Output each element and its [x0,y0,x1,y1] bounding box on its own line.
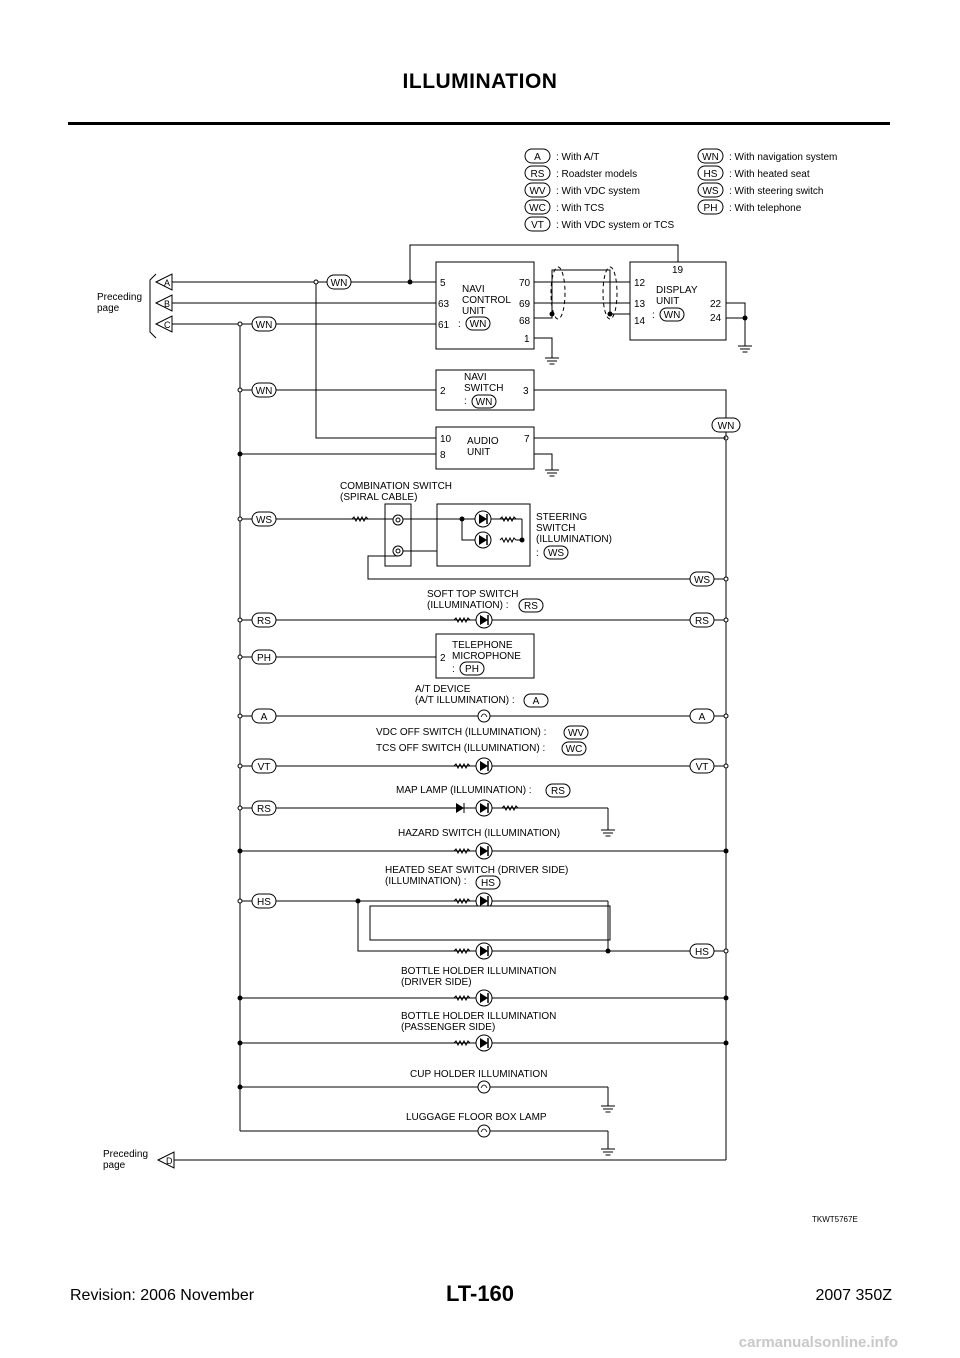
svg-text:D: D [166,1156,173,1166]
bottle-holder-driver [238,966,729,1006]
cup-holder-illumination [238,1069,616,1112]
svg-text:DISPLAY: DISPLAY [656,285,698,296]
svg-text:19: 19 [672,265,684,276]
svg-text:LUGGAGE FLOOR BOX LAMP: LUGGAGE FLOOR BOX LAMP [406,1112,547,1123]
svg-text:RS: RS [257,804,271,815]
telephone-microphone [238,634,534,678]
connector-b [156,295,172,311]
luggage-floor-box-lamp [240,1112,615,1155]
svg-text:A/T DEVICE: A/T DEVICE [415,684,471,695]
svg-text:TELEPHONE: TELEPHONE [452,640,513,651]
legend-item-hs [698,166,810,180]
svg-text:UNIT: UNIT [462,306,486,317]
legend-item-vt [525,217,674,231]
svg-text:WN: WN [702,152,719,163]
svg-text:page: page [97,303,120,314]
bottle-holder-passenger [238,1011,729,1051]
legend-item-wc [525,200,604,214]
steering-switch [368,504,728,586]
svg-text:B: B [164,299,171,309]
svg-text:68: 68 [519,316,531,327]
svg-text:WC: WC [565,744,583,755]
svg-text:: Roadster models: : Roadster models [556,169,638,180]
navi-control-unit [436,262,534,349]
legend-item-ws [698,183,823,197]
connector-d [158,1152,174,1168]
legend-item-ph [698,200,802,214]
combination-switch [238,481,452,566]
svg-text:(SPIRAL CABLE): (SPIRAL CABLE) [340,492,418,503]
svg-text:VDC OFF SWITCH (ILLUMINATION): VDC OFF SWITCH (ILLUMINATION) : [376,727,547,738]
legend-item-a [525,149,599,163]
svg-text:WS: WS [693,575,711,586]
svg-text:COMBINATION SWITCH: COMBINATION SWITCH [340,481,453,492]
svg-text:PH: PH [703,203,718,214]
svg-text:A: A [534,152,541,163]
svg-text:RS: RS [530,169,545,180]
preceding-page-bottom [103,1149,174,1171]
watermark: carmanualsonline.info [738,1334,898,1351]
legend [525,149,837,231]
heated-seat-switches [238,865,728,959]
svg-text:WV: WV [567,728,585,739]
svg-text:70: 70 [519,278,531,289]
svg-text:2: 2 [440,653,446,664]
svg-text:HS: HS [703,169,718,180]
svg-text:WS: WS [547,548,565,559]
svg-text:2: 2 [440,386,446,397]
preceding-page-top [97,274,172,338]
svg-text:14: 14 [634,316,646,327]
svg-text:1: 1 [524,334,530,345]
svg-text:CUP HOLDER ILLUMINATION: CUP HOLDER ILLUMINATION [410,1069,548,1080]
svg-text:: With telephone: : With telephone [729,203,802,214]
legend-item-wv [525,183,640,197]
svg-text:RS: RS [257,616,271,627]
svg-text:: With VDC system: : With VDC system [556,186,640,197]
svg-text:WN: WN [255,386,273,397]
svg-text:(ILLUMINATION) :: (ILLUMINATION) : [427,600,509,611]
svg-text:A: A [164,278,171,288]
svg-text:WN: WN [255,320,273,331]
svg-text::: : [452,664,455,675]
wire-tag-wn-a [327,275,351,289]
svg-text:A: A [260,712,268,723]
svg-text:NAVI: NAVI [462,284,485,295]
connector-c [156,316,172,332]
svg-text:WN: WN [475,397,493,408]
svg-text:NAVI: NAVI [464,372,487,383]
svg-text:AUDIO: AUDIO [467,436,499,447]
svg-text:7: 7 [524,434,530,445]
svg-text:: With heated seat: : With heated seat [729,169,810,180]
svg-text:UNIT: UNIT [656,296,680,307]
svg-text:HEATED SEAT SWITCH (DRIVER SID: HEATED SEAT SWITCH (DRIVER SIDE) [385,865,569,876]
svg-text:WN: WN [330,278,348,289]
svg-text:BOTTLE HOLDER ILLUMINATION: BOTTLE HOLDER ILLUMINATION [401,966,557,977]
svg-text:69: 69 [519,299,531,310]
svg-text:MICROPHONE: MICROPHONE [452,651,521,662]
vdc-tcs-off-switch [238,726,728,774]
svg-text:C: C [164,320,171,330]
svg-text:HS: HS [481,878,495,889]
figure-code: TKWT5767E [812,1215,858,1224]
svg-text:Preceding: Preceding [103,1149,149,1160]
svg-text:(ILLUMINATION): (ILLUMINATION) [536,534,612,545]
at-device [238,684,728,723]
page-title: ILLUMINATION [402,70,558,93]
svg-text:BOTTLE HOLDER ILLUMINATION: BOTTLE HOLDER ILLUMINATION [401,1011,557,1022]
svg-text:WS: WS [702,186,719,197]
svg-text:SWITCH: SWITCH [464,383,504,394]
svg-text:SWITCH: SWITCH [536,523,576,534]
soft-top-switch [238,589,728,628]
shielded-cable [534,267,630,364]
svg-text:61: 61 [438,320,450,331]
svg-text:MAP LAMP (ILLUMINATION) :: MAP LAMP (ILLUMINATION) : [396,785,532,796]
connector-a [156,274,172,290]
svg-text:STEERING: STEERING [536,512,588,523]
svg-text:VT: VT [695,762,709,773]
svg-text:WV: WV [529,186,546,197]
svg-text:HS: HS [695,947,709,958]
svg-text::: : [536,548,539,559]
svg-text:24: 24 [710,313,722,324]
svg-text:: With steering switch: : With steering switch [729,186,824,197]
svg-text:WS: WS [255,515,273,526]
svg-text:VT: VT [531,220,544,231]
svg-text:VT: VT [257,762,271,773]
svg-text::: : [464,396,467,407]
svg-text::: : [652,310,655,321]
svg-text:5: 5 [440,278,446,289]
svg-text:HAZARD SWITCH (ILLUMINATION): HAZARD SWITCH (ILLUMINATION) [398,828,561,839]
svg-text:CONTROL: CONTROL [462,295,511,306]
svg-text:(A/T ILLUMINATION) :: (A/T ILLUMINATION) : [415,695,515,706]
svg-text:SOFT TOP SWITCH: SOFT TOP SWITCH [427,589,519,600]
svg-text:: With TCS: : With TCS [556,203,605,214]
svg-text:PH: PH [465,664,479,675]
svg-text:A: A [532,696,540,707]
svg-text:WC: WC [529,203,546,214]
svg-text:page: page [103,1160,126,1171]
audio-unit [238,427,727,476]
svg-text:Preceding: Preceding [97,292,143,303]
svg-text:12: 12 [634,278,646,289]
svg-text:(ILLUMINATION) :: (ILLUMINATION) : [385,876,467,887]
svg-text:(PASSENGER SIDE): (PASSENGER SIDE) [401,1022,496,1033]
svg-text:(DRIVER SIDE): (DRIVER SIDE) [401,977,472,988]
svg-text:PH: PH [257,653,271,664]
svg-text:63: 63 [438,299,450,310]
svg-text:: With VDC system or TCS: : With VDC system or TCS [556,220,675,231]
svg-text::: : [458,319,461,330]
svg-text:: With A/T: : With A/T [556,152,600,163]
wire-tag-wn-c [252,317,276,331]
revision-label: Revision: 2006 November [70,1287,255,1304]
legend-item-rs [525,166,637,180]
svg-text:10: 10 [440,434,452,445]
model-label: 2007 350Z [815,1287,892,1304]
svg-text:3: 3 [523,386,529,397]
svg-text:WN: WN [469,319,487,330]
svg-text:UNIT: UNIT [467,447,491,458]
svg-text:RS: RS [695,616,709,627]
display-unit [630,262,752,352]
svg-text:RS: RS [551,786,565,797]
svg-text:HS: HS [257,897,271,908]
svg-text:13: 13 [634,299,646,310]
svg-text:WN: WN [717,421,735,432]
svg-text:: With navigation system: : With navigation system [729,152,838,163]
hazard-switch [238,828,729,859]
svg-text:8: 8 [440,450,446,461]
svg-text:RS: RS [524,601,538,612]
svg-text:A: A [698,712,706,723]
legend-item-wn [698,149,837,163]
svg-text:WN: WN [663,310,681,321]
svg-text:22: 22 [710,299,722,310]
page-number: LT-160 [445,1281,515,1306]
svg-text:TCS OFF SWITCH (ILLUMINATION): TCS OFF SWITCH (ILLUMINATION) : [376,743,546,754]
